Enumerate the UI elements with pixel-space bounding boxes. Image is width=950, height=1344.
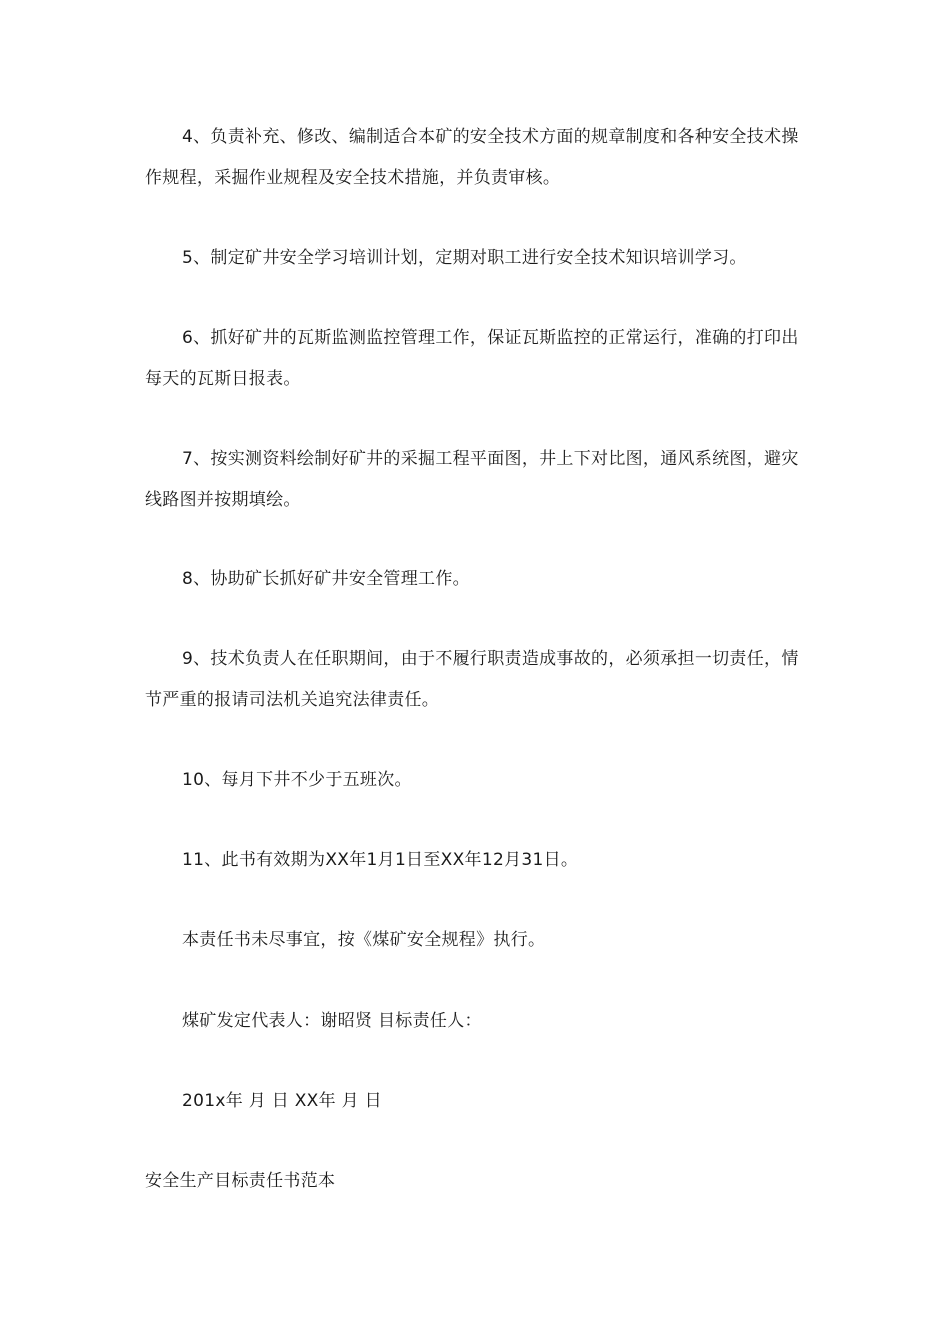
paragraph-item-4: 4、负责补充、修改、编制适合本矿的安全技术方面的规章制度和各种安全技术操作规程，采掘作业规程及安全技术措施，并负责审核。: [145, 127, 799, 188]
paragraph-item-6: 6、抓好矿井的瓦斯监测监控管理工作，保证瓦斯监控的正常运行，准确的打印出每天的瓦斯日报表。: [145, 328, 799, 389]
paragraph-supplement: 本责任书未尽事宜，按《煤矿安全规程》执行。: [182, 930, 546, 950]
paragraph-item-10: 10、每月下井不少于五班次。: [182, 770, 412, 790]
signature-line: 煤矿发定代表人：谢昭贤 目标责任人：: [182, 1011, 482, 1031]
paragraph-item-11: 11、此书有效期为XX年1月1日至XX年12月31日。: [182, 850, 579, 870]
paragraph-item-5: 5、制定矿井安全学习培训计划，定期对职工进行安全技术知识培训学习。: [182, 248, 747, 268]
next-document-title: 安全生产目标责任书范本: [145, 1171, 336, 1191]
paragraph-item-7: 7、按实测资料绘制好矿井的采掘工程平面图，井上下对比图，通风系统图，避灾线路图并按期填绘。: [145, 449, 799, 510]
paragraph-item-8: 8、协助矿长抓好矿井安全管理工作。: [182, 569, 470, 589]
paragraph-item-9: 9、技术负责人在任职期间，由于不履行职责造成事故的，必须承担一切责任，情节严重的报请司法机关追究法律责任。: [145, 649, 799, 710]
date-line: 201x年 月 日 XX年 月 日: [182, 1091, 382, 1111]
